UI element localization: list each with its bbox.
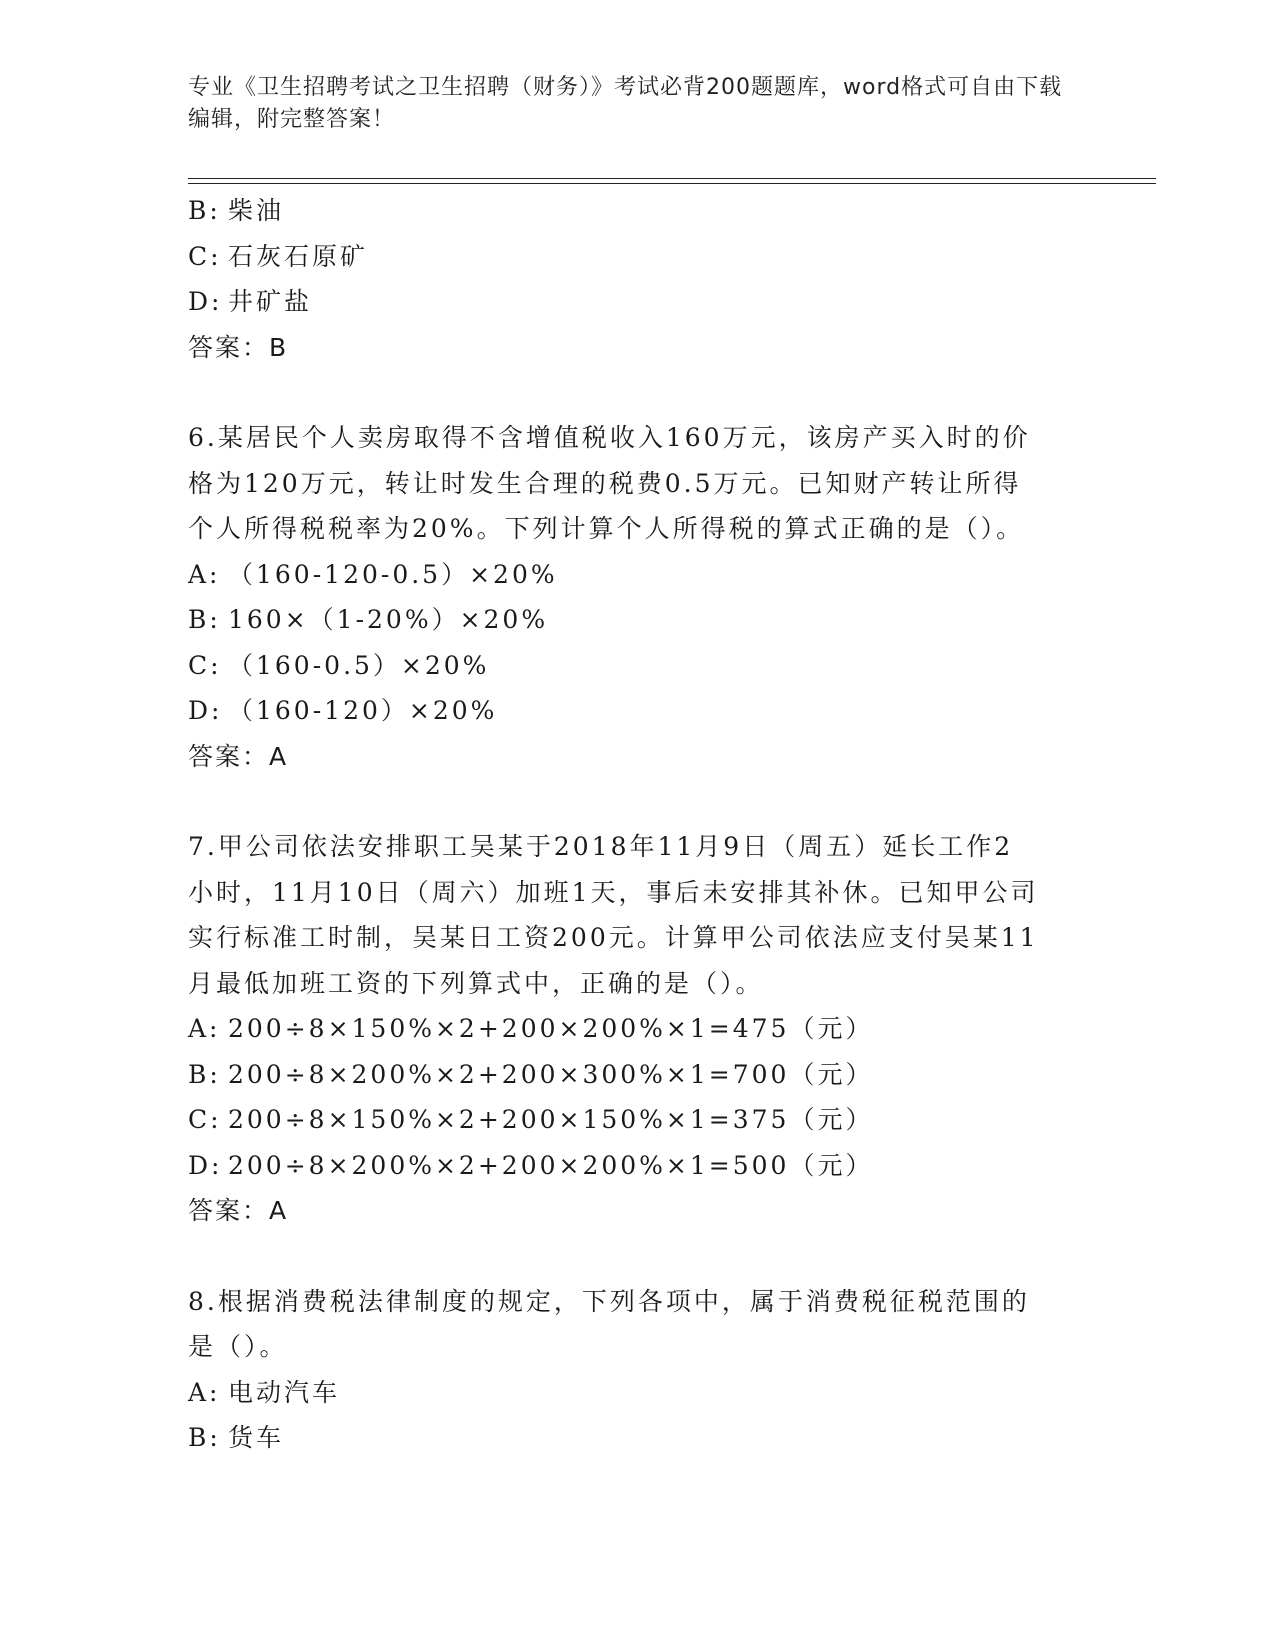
question-stem (188, 1279, 1068, 1370)
option-b: B: 200÷8×200%×2+200×300%×1=700（元） (188, 1059, 874, 1089)
answer: 答案：B (188, 332, 289, 362)
stem-line: 是（）。 (188, 1332, 288, 1361)
header-divider (188, 178, 1156, 184)
stem-line: 7.甲公司依法安排职工吴某于2018年11月9日（周五）延长工作2 (188, 832, 1014, 861)
option-c: C: 石灰石原矿 (188, 241, 369, 271)
stem-line: 个人所得税税率为20%。下列计算个人所得税的算式正确的是（）。 (188, 514, 1025, 543)
header-title: 专业《卫生招聘考试之卫生招聘（财务）》考试必背200题题库，word格式可自由下载编辑，附完整答案！ (188, 75, 1063, 132)
stem-line: 小时，11月10日（周六）加班1天，事后未安排其补休。已知甲公司 (188, 877, 1039, 907)
question-7 (188, 824, 1088, 1234)
answer: 答案：A (188, 741, 289, 771)
question-stem (188, 824, 1068, 1006)
option-a: A: （160-120-0.5）×20% (188, 559, 558, 589)
stem-line: 实行标准工时制，吴某日工资200元。计算甲公司依法应支付吴某11 (188, 923, 1039, 952)
document-body (188, 188, 1088, 1461)
option-a: A: 200÷8×150%×2+200×200%×1=475（元） (188, 1014, 874, 1043)
stem-line: 8.根据消费税法律制度的规定，下列各项中，属于消费税征税范围的 (188, 1286, 1030, 1316)
option-c: C: （160-0.5）×20% (188, 650, 490, 680)
option-b: B: 160×（1-20%）×20% (188, 605, 549, 634)
option-d: D: （160-120）×20% (188, 696, 498, 725)
option-a: A: 电动汽车 (188, 1377, 341, 1407)
option-b: B: 柴油 (188, 196, 285, 225)
question-stem (188, 415, 1068, 552)
option-c: C: 200÷8×150%×2+200×150%×1=375（元） (188, 1105, 874, 1134)
answer: 答案：A (188, 1196, 289, 1225)
question-8 (188, 1279, 1088, 1461)
option-d: D: 井矿盐 (188, 287, 313, 316)
option-d: D: 200÷8×200%×2+200×200%×1=500（元） (188, 1150, 874, 1180)
question-5-tail (188, 188, 1088, 370)
stem-line: 格为120万元，转让时发生合理的税费0.5万元。已知财产转让所得 (188, 468, 1022, 498)
option-b: B: 货车 (188, 1423, 285, 1452)
question-6 (188, 415, 1088, 779)
stem-line: 月最低加班工资的下列算式中，正确的是（）。 (188, 968, 764, 998)
page-header (188, 72, 1068, 136)
stem-line: 6.某居民个人卖房取得不含增值税收入160万元，该房产买入时的价 (188, 423, 1031, 452)
